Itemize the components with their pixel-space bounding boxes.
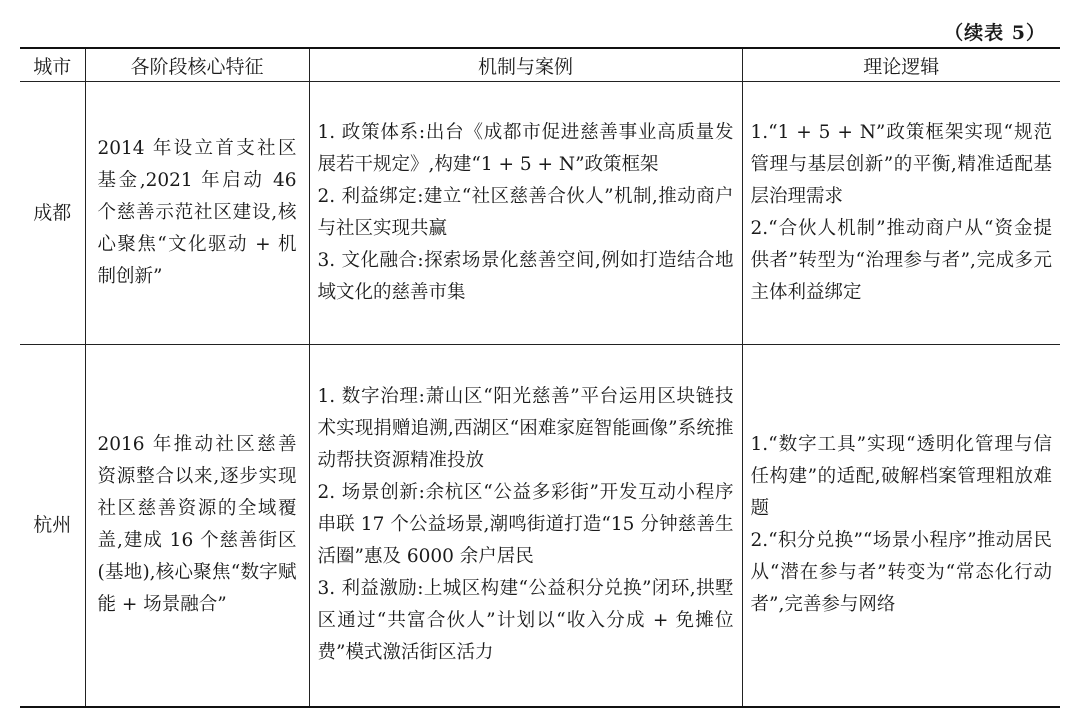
header-logic: 理论逻辑 (742, 48, 1060, 82)
feature-cell: 2016 年推动社区慈善资源整合以来,逐步实现社区慈善资源的全域覆盖,建成 16 个慈善街区(基地),核心聚焦“数字赋能 + 场景融合” (85, 345, 309, 707)
logic-item: 2.“合伙人机制”推动商户从“资金提供者”转型为“治理参与者”,完成多元主体利益绑定 (750, 218, 1052, 303)
table-header-row (20, 48, 1060, 82)
mechanism-item: 1. 数字治理:萧山区“阳光慈善”平台运用区块链技术实现捐赠追溯,西湖区“困难家庭智能画像”系统推动帮扶资源精准投放 (317, 386, 734, 472)
feature-cell: 2014 年设立首支社区基金,2021 年启动 46 个慈善示范社区建设,核心聚焦“文化驱动 + 机制创新” (85, 82, 309, 345)
mechanism-item: 2. 场景创新:余杭区“公益多彩街”开发互动小程序串联 17 个公益场景,潮鸣街道打造“15 分钟慈善生活圈”惠及 6000 余户居民 (317, 482, 734, 568)
mechanism-item: 2. 利益绑定:建立“社区慈善合伙人”机制,推动商户与社区实现共赢 (317, 186, 734, 239)
city-cell: 成都 (20, 82, 85, 345)
logic-item: 2.“积分兑换”“场景小程序”推动居民从“潜在参与者”转变为“常态化行动者”,完善参与网络 (750, 530, 1052, 616)
logic-cell (742, 345, 1060, 707)
header-feature: 各阶段核心特征 (85, 48, 309, 82)
mechanism-cell (309, 82, 742, 345)
header-city: 城市 (20, 48, 85, 82)
table-row (20, 345, 1060, 707)
city-cell: 杭州 (20, 345, 85, 707)
logic-cell (742, 82, 1060, 345)
mechanism-item: 3. 文化融合:探索场景化慈善空间,例如打造结合地域文化的慈善市集 (317, 250, 734, 303)
data-table (20, 47, 1060, 708)
mechanism-item: 1. 政策体系:出台《成都市促进慈善事业高质量发展若干规定》,构建“1 + 5 + N”政策框架 (317, 122, 734, 175)
header-mechanism: 机制与案例 (309, 48, 742, 82)
table-row (20, 82, 1060, 345)
logic-item: 1.“数字工具”实现“透明化管理与信任构建”的适配,破解档案管理粗放难题 (750, 434, 1052, 520)
continued-label: （续表 5） (944, 22, 1046, 44)
logic-item: 1.“1 + 5 + N”政策框架实现“规范管理与基层创新”的平衡,精准适配基层治理需求 (750, 122, 1052, 207)
mechanism-cell (309, 345, 742, 707)
mechanism-item: 3. 利益激励:上城区构建“公益积分兑换”闭环,拱墅区通过“共富合伙人”计划以“收入分成 + 免摊位费”模式激活街区活力 (317, 578, 734, 664)
